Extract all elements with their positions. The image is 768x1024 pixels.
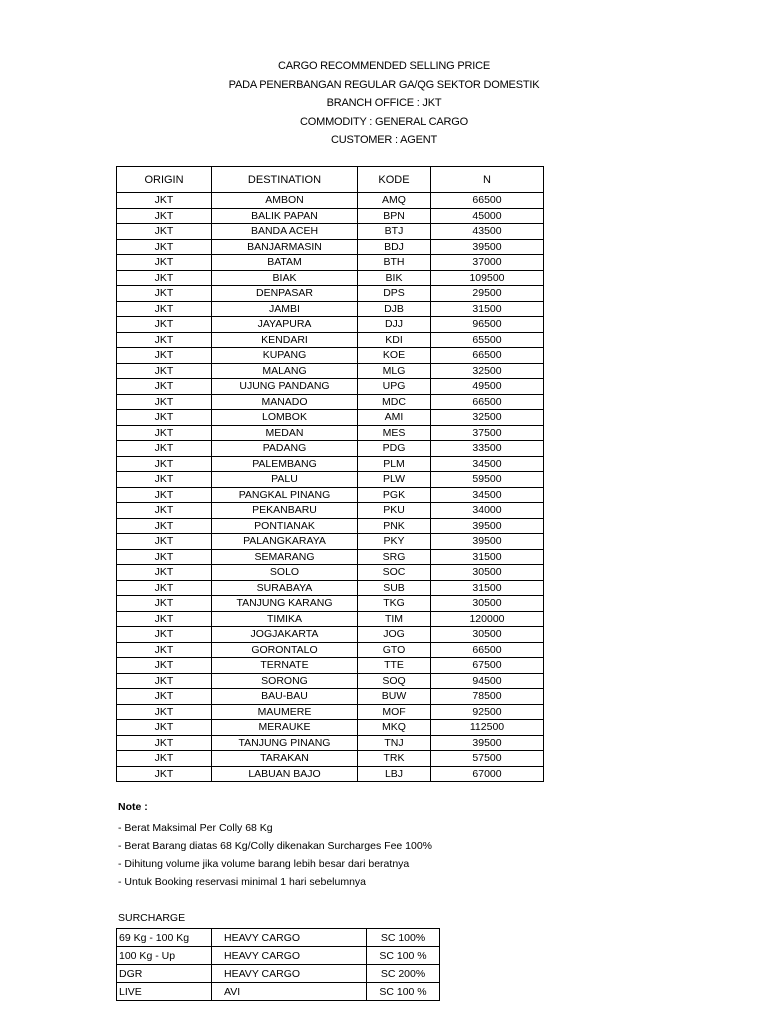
cell-destination: JAYAPURA — [212, 317, 358, 333]
cell-destination: SORONG — [212, 673, 358, 689]
cell-origin: JKT — [117, 518, 212, 534]
cell-kode: PKU — [358, 503, 431, 519]
cell-destination: GORONTALO — [212, 642, 358, 658]
header-branch: BRANCH OFFICE : JKT — [326, 97, 442, 109]
cell-origin: JKT — [117, 193, 212, 209]
cell-destination: SEMARANG — [212, 549, 358, 565]
cell-destination: SURABAYA — [212, 580, 358, 596]
cell-kode: DJB — [358, 301, 431, 317]
cell-destination: KENDARI — [212, 332, 358, 348]
surcharge-title: SURCHARGE — [118, 912, 186, 924]
table-row — [117, 487, 544, 503]
cell-kode: DPS — [358, 286, 431, 302]
cell-n: 33500 — [431, 441, 544, 457]
cell-kode: AMQ — [358, 193, 431, 209]
cell-origin: JKT — [117, 332, 212, 348]
cell-origin: JKT — [117, 720, 212, 736]
surcharge-table-body — [117, 929, 440, 1001]
cell-weight: 100 Kg - Up — [117, 947, 212, 965]
table-row — [117, 518, 544, 534]
cell-destination: MALANG — [212, 363, 358, 379]
cell-destination: UJUNG PANDANG — [212, 379, 358, 395]
table-row — [117, 410, 544, 426]
cell-origin: JKT — [117, 270, 212, 286]
table-row — [117, 239, 544, 255]
table-row — [117, 658, 544, 674]
col-header-kode: KODE — [358, 167, 431, 193]
table-row — [117, 224, 544, 240]
cell-kode: TTE — [358, 658, 431, 674]
cell-destination: PALEMBANG — [212, 456, 358, 472]
cell-n: 96500 — [431, 317, 544, 333]
cell-n: 49500 — [431, 379, 544, 395]
cell-origin: JKT — [117, 317, 212, 333]
cell-origin: JKT — [117, 224, 212, 240]
cell-destination: PADANG — [212, 441, 358, 457]
cell-kode: SUB — [358, 580, 431, 596]
col-header-destination: DESTINATION — [212, 167, 358, 193]
cell-origin: JKT — [117, 766, 212, 782]
cell-destination: BATAM — [212, 255, 358, 271]
cell-category: HEAVY CARGO — [212, 965, 367, 983]
table-row — [117, 689, 544, 705]
cell-origin: JKT — [117, 472, 212, 488]
cell-origin: JKT — [117, 441, 212, 457]
cell-kode: PLM — [358, 456, 431, 472]
cell-kode: MKQ — [358, 720, 431, 736]
table-row — [117, 441, 544, 457]
cell-n: 66500 — [431, 642, 544, 658]
cell-n: 31500 — [431, 549, 544, 565]
surcharge-row — [117, 983, 440, 1001]
cell-origin: JKT — [117, 642, 212, 658]
cell-kode: UPG — [358, 379, 431, 395]
table-row — [117, 208, 544, 224]
cell-origin: JKT — [117, 301, 212, 317]
cell-destination: JAMBI — [212, 301, 358, 317]
cell-kode: BPN — [358, 208, 431, 224]
cell-n: 34500 — [431, 487, 544, 503]
table-row — [117, 627, 544, 643]
table-row — [117, 425, 544, 441]
cell-destination: PONTIANAK — [212, 518, 358, 534]
price-table-header-row — [117, 167, 544, 193]
price-table — [116, 166, 544, 782]
cell-origin: JKT — [117, 425, 212, 441]
cell-charge: SC 100 % — [367, 947, 440, 965]
cell-n: 31500 — [431, 580, 544, 596]
cell-kode: TNJ — [358, 735, 431, 751]
cell-destination: MANADO — [212, 394, 358, 410]
note-item: - Dihitung volume jika volume barang lebih besar dari beratnya — [118, 858, 410, 870]
cell-origin: JKT — [117, 735, 212, 751]
cell-n: 29500 — [431, 286, 544, 302]
cell-origin: JKT — [117, 596, 212, 612]
cell-n: 120000 — [431, 611, 544, 627]
cell-n: 109500 — [431, 270, 544, 286]
cell-origin: JKT — [117, 534, 212, 550]
table-row — [117, 503, 544, 519]
cell-n: 94500 — [431, 673, 544, 689]
cell-kode: BTJ — [358, 224, 431, 240]
cell-destination: PANGKAL PINANG — [212, 487, 358, 503]
cell-origin: JKT — [117, 503, 212, 519]
table-row — [117, 565, 544, 581]
cell-destination: PALANGKARAYA — [212, 534, 358, 550]
cell-category: AVI — [212, 983, 367, 1001]
cell-origin: JKT — [117, 627, 212, 643]
table-row — [117, 751, 544, 767]
cell-origin: JKT — [117, 673, 212, 689]
cell-kode: GTO — [358, 642, 431, 658]
cell-kode: LBJ — [358, 766, 431, 782]
cell-weight: LIVE — [117, 983, 212, 1001]
cell-n: 39500 — [431, 534, 544, 550]
table-row — [117, 363, 544, 379]
cell-n: 37500 — [431, 425, 544, 441]
cell-n: 34000 — [431, 503, 544, 519]
cell-kode: MOF — [358, 704, 431, 720]
cell-destination: TANJUNG PINANG — [212, 735, 358, 751]
cell-n: 39500 — [431, 518, 544, 534]
surcharge-row — [117, 929, 440, 947]
surcharge-row — [117, 965, 440, 983]
cell-kode: DJJ — [358, 317, 431, 333]
cell-kode: SOC — [358, 565, 431, 581]
note-item: - Berat Maksimal Per Colly 68 Kg — [118, 822, 273, 834]
cell-kode: KDI — [358, 332, 431, 348]
cell-destination: BANJARMASIN — [212, 239, 358, 255]
cell-n: 30500 — [431, 627, 544, 643]
cell-n: 66500 — [431, 193, 544, 209]
cell-destination: BANDA ACEH — [212, 224, 358, 240]
header-title: CARGO RECOMMENDED SELLING PRICE — [277, 60, 490, 72]
table-row — [117, 332, 544, 348]
cell-n: 30500 — [431, 596, 544, 612]
cell-n: 59500 — [431, 472, 544, 488]
table-row — [117, 704, 544, 720]
cell-origin: JKT — [117, 363, 212, 379]
cell-destination: SOLO — [212, 565, 358, 581]
cell-n: 32500 — [431, 410, 544, 426]
col-header-n: N — [431, 167, 544, 193]
cell-n: 78500 — [431, 689, 544, 705]
cell-n: 112500 — [431, 720, 544, 736]
note-item: - Untuk Booking reservasi minimal 1 hari sebelumnya — [118, 876, 367, 888]
cell-origin: JKT — [117, 379, 212, 395]
cell-kode: BUW — [358, 689, 431, 705]
cell-charge: SC 100 % — [367, 983, 440, 1001]
cell-destination: TARAKAN — [212, 751, 358, 767]
cell-origin: JKT — [117, 286, 212, 302]
price-table-body — [117, 193, 544, 782]
cell-origin: JKT — [117, 239, 212, 255]
cell-destination: AMBON — [212, 193, 358, 209]
cell-n: 45000 — [431, 208, 544, 224]
header-commodity: COMMODITY : GENERAL CARGO — [300, 115, 468, 128]
table-row — [117, 580, 544, 596]
document-header — [0, 57, 768, 150]
cell-origin: JKT — [117, 255, 212, 271]
cell-destination: MEDAN — [212, 425, 358, 441]
cell-destination: BAU-BAU — [212, 689, 358, 705]
table-row — [117, 270, 544, 286]
header-customer: CUSTOMER : AGENT — [331, 134, 437, 146]
cell-n: 67500 — [431, 658, 544, 674]
cell-kode: PKY — [358, 534, 431, 550]
table-row — [117, 348, 544, 364]
cell-n: 34500 — [431, 456, 544, 472]
col-header-origin: ORIGIN — [117, 167, 212, 193]
cell-kode: MDC — [358, 394, 431, 410]
table-row — [117, 301, 544, 317]
cell-origin: JKT — [117, 456, 212, 472]
cell-charge: SC 200% — [367, 965, 440, 983]
note-item: - Berat Barang diatas 68 Kg/Colly dikenakan Surcharges Fee 100% — [118, 840, 433, 852]
cell-kode: TRK — [358, 751, 431, 767]
cell-kode: MLG — [358, 363, 431, 379]
cell-kode: PGK — [358, 487, 431, 503]
cell-destination: MAUMERE — [212, 704, 358, 720]
cell-origin: JKT — [117, 348, 212, 364]
cell-kode: JOG — [358, 627, 431, 643]
cell-n: 65500 — [431, 332, 544, 348]
cell-weight: DGR — [117, 965, 212, 983]
cell-destination: BIAK — [212, 270, 358, 286]
cell-charge: SC 100% — [367, 929, 440, 947]
cell-destination: KUPANG — [212, 348, 358, 364]
cell-origin: JKT — [117, 689, 212, 705]
cell-destination: PEKANBARU — [212, 503, 358, 519]
table-row — [117, 286, 544, 302]
cell-kode: TIM — [358, 611, 431, 627]
cell-destination: LABUAN BAJO — [212, 766, 358, 782]
table-row — [117, 549, 544, 565]
cell-n: 30500 — [431, 565, 544, 581]
table-row — [117, 611, 544, 627]
cell-origin: JKT — [117, 549, 212, 565]
cell-destination: MERAUKE — [212, 720, 358, 736]
cell-n: 43500 — [431, 224, 544, 240]
cell-kode: KOE — [358, 348, 431, 364]
table-row — [117, 673, 544, 689]
table-row — [117, 255, 544, 271]
cell-origin: JKT — [117, 580, 212, 596]
table-row — [117, 456, 544, 472]
notes-title: Note : — [118, 801, 148, 813]
cell-destination: TANJUNG KARANG — [212, 596, 358, 612]
cell-kode: SRG — [358, 549, 431, 565]
header-subtitle: PADA PENERBANGAN REGULAR GA/QG SEKTOR DOMESTIK — [228, 78, 540, 91]
cell-origin: JKT — [117, 611, 212, 627]
cell-n: 31500 — [431, 301, 544, 317]
cell-destination: BALIK PAPAN — [212, 208, 358, 224]
cell-destination: JOGJAKARTA — [212, 627, 358, 643]
cell-destination: LOMBOK — [212, 410, 358, 426]
surcharge-table — [116, 928, 440, 1001]
table-row — [117, 642, 544, 658]
table-row — [117, 472, 544, 488]
cell-category: HEAVY CARGO — [212, 947, 367, 965]
cell-destination: TIMIKA — [212, 611, 358, 627]
cell-destination: DENPASAR — [212, 286, 358, 302]
cell-weight: 69 Kg - 100 Kg — [117, 929, 212, 947]
cell-n: 39500 — [431, 735, 544, 751]
cell-origin: JKT — [117, 751, 212, 767]
cell-kode: PDG — [358, 441, 431, 457]
cell-origin: JKT — [117, 487, 212, 503]
cell-origin: JKT — [117, 565, 212, 581]
cell-n: 57500 — [431, 751, 544, 767]
table-row — [117, 193, 544, 209]
table-row — [117, 735, 544, 751]
cell-origin: JKT — [117, 394, 212, 410]
cell-kode: BIK — [358, 270, 431, 286]
cell-n: 67000 — [431, 766, 544, 782]
table-row — [117, 317, 544, 333]
cell-n: 37000 — [431, 255, 544, 271]
cell-origin: JKT — [117, 410, 212, 426]
cell-origin: JKT — [117, 704, 212, 720]
cell-kode: AMI — [358, 410, 431, 426]
cell-kode: PNK — [358, 518, 431, 534]
cell-category: HEAVY CARGO — [212, 929, 367, 947]
table-row — [117, 534, 544, 550]
cell-origin: JKT — [117, 208, 212, 224]
notes-section — [118, 801, 432, 891]
cell-kode: MES — [358, 425, 431, 441]
table-row — [117, 596, 544, 612]
cell-n: 39500 — [431, 239, 544, 255]
cell-kode: BTH — [358, 255, 431, 271]
surcharge-row — [117, 947, 440, 965]
cell-kode: PLW — [358, 472, 431, 488]
table-row — [117, 720, 544, 736]
cell-origin: JKT — [117, 658, 212, 674]
table-row — [117, 394, 544, 410]
cell-kode: BDJ — [358, 239, 431, 255]
cell-kode: TKG — [358, 596, 431, 612]
cell-n: 92500 — [431, 704, 544, 720]
cell-kode: SOQ — [358, 673, 431, 689]
table-row — [117, 379, 544, 395]
cell-n: 66500 — [431, 394, 544, 410]
table-row — [117, 766, 544, 782]
cell-destination: TERNATE — [212, 658, 358, 674]
cell-n: 66500 — [431, 348, 544, 364]
cell-destination: PALU — [212, 472, 358, 488]
cell-n: 32500 — [431, 363, 544, 379]
